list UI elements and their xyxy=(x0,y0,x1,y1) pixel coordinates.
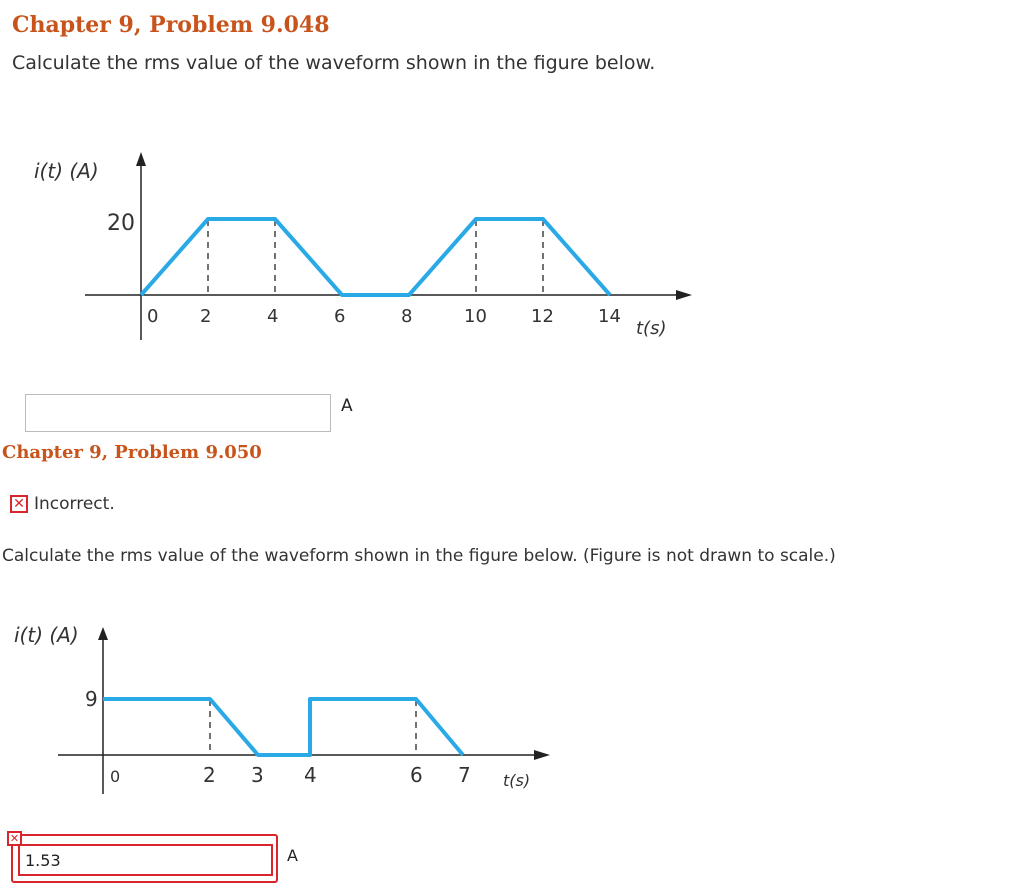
problem2-answer-input[interactable] xyxy=(18,844,273,876)
problem1-unit-label: A xyxy=(341,396,353,416)
figure1 xyxy=(34,152,692,340)
problem2-title: Chapter 9, Problem 9.050 xyxy=(2,442,262,463)
problem2-status xyxy=(10,494,115,514)
figure1-x-ticks xyxy=(147,306,621,327)
figure1-x-tick: 10 xyxy=(464,306,487,327)
figure2-x-tick: 7 xyxy=(458,763,471,787)
figure2-y-axis-label: i(t) (A) xyxy=(14,623,79,647)
problem2-unit-label: A xyxy=(287,846,298,865)
figure1-x-tick: 14 xyxy=(598,306,621,327)
figure2-x-arrow-icon xyxy=(534,750,550,760)
problem1-question: Calculate the rms value of the waveform shown in the figure below. xyxy=(12,52,656,74)
figure1-x-tick: 0 xyxy=(147,306,159,327)
figure2 xyxy=(14,623,550,794)
figure1-y-arrow-icon xyxy=(136,152,146,166)
problem1-title: Chapter 9, Problem 9.048 xyxy=(12,12,330,38)
figure2-x-axis-label: t(s) xyxy=(503,771,531,790)
figure2-x-ticks xyxy=(110,763,471,787)
error-x-icon: ✕ xyxy=(10,495,28,513)
figure1-x-tick: 8 xyxy=(401,306,413,327)
incorrect-field-x-icon: ✕ xyxy=(7,831,22,846)
figure2-y-arrow-icon xyxy=(98,627,108,640)
figure1-guide-lines xyxy=(208,220,543,295)
figure1-y-axis-label: i(t) (A) xyxy=(34,159,99,183)
figure1-x-tick: 4 xyxy=(267,306,279,327)
figure2-x-tick: 2 xyxy=(203,763,216,787)
figure1-x-axis-label: t(s) xyxy=(636,318,667,339)
figure1-x-tick: 12 xyxy=(531,306,554,327)
figure1-x-tick: 2 xyxy=(200,306,212,327)
figure2-x-tick: 6 xyxy=(410,763,423,787)
status-text: Incorrect. xyxy=(34,494,115,514)
figure2-y-tick-9: 9 xyxy=(85,687,98,711)
problem2-question: Calculate the rms value of the waveform shown in the figure below. (Figure is not drawn to scale.) xyxy=(2,546,836,566)
figure1-x-arrow-icon xyxy=(676,290,692,300)
figure2-x-tick: 4 xyxy=(304,763,317,787)
figure2-waveform xyxy=(103,699,463,755)
figure1-waveform xyxy=(141,219,610,295)
figure2-x-tick: 3 xyxy=(251,763,264,787)
figure1-y-tick-20: 20 xyxy=(107,211,135,236)
problem1-answer-input[interactable] xyxy=(25,394,331,432)
figure1-x-tick: 6 xyxy=(334,306,346,327)
figure2-guide-lines xyxy=(210,700,416,755)
figure2-x-tick: 0 xyxy=(110,767,121,786)
